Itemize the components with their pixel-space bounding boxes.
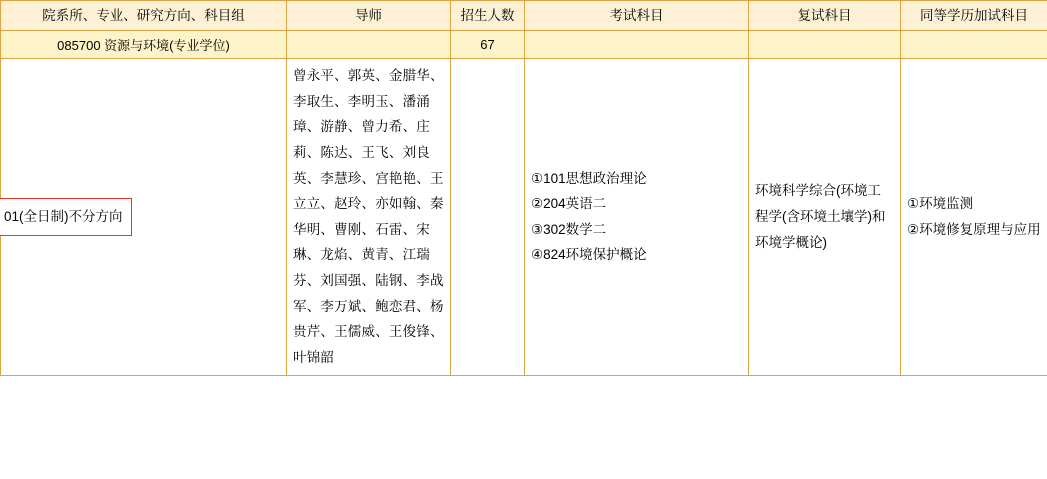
exam-subject-item: ②204英语二 [531,196,607,212]
extra-subject-item: ①环境监测 [907,196,974,212]
major-exam-cell [525,31,749,59]
column-header-advisor: 导师 [287,1,451,31]
major-count-cell: 67 [451,31,525,59]
exam-subject-item: ③302数学二 [531,221,607,237]
column-header-exam-subjects: 考试科目 [525,1,749,31]
retest-subjects-cell: 环境科学综合(环境工程学(含环境土壤学)和环境学概论) [749,59,901,376]
research-direction-cell [1,59,287,376]
column-header-enrollment-count: 招生人数 [451,1,525,31]
column-header-department: 院系所、专业、研究方向、科目组 [1,1,287,31]
extra-subjects-cell [901,59,1047,376]
detail-count-cell [451,59,525,376]
table-header-row [1,1,1047,31]
column-header-retest-subjects: 复试科目 [749,1,901,31]
major-extra-cell [901,31,1047,59]
major-retest-cell [749,31,901,59]
exam-subjects-cell [525,59,749,376]
advisor-list-cell: 曾永平、郭英、金腊华、李取生、李明玉、潘涌璋、游静、曾力希、庄莉、陈达、王飞、刘良英、李慧珍、宫艳艳、王立立、赵玲、亦如翰、秦华明、曹刚、石雷、宋琳、龙焰、黄青、江瑞芬、刘国强、陆钢、李战军、李万斌、鲍恋君、杨贵芹、王儒威、王俊锋、叶锦韶 [287,59,451,376]
extra-subject-item: ②环境修复原理与应用 [907,221,1041,237]
exam-subject-item: ④824环境保护概论 [531,247,647,263]
major-row [1,31,1047,59]
column-header-equivalent-extra-subjects: 同等学历加试科目 [901,1,1047,31]
table-header [1,1,1047,31]
major-advisor-cell [287,31,451,59]
exam-subject-item: ①101思想政治理论 [531,170,647,186]
table-row [1,59,1047,376]
research-direction-highlight: 01(全日制)不分方向 [0,198,132,236]
major-name-cell: 085700 资源与环境(专业学位) [1,31,287,59]
table-body [1,31,1047,376]
